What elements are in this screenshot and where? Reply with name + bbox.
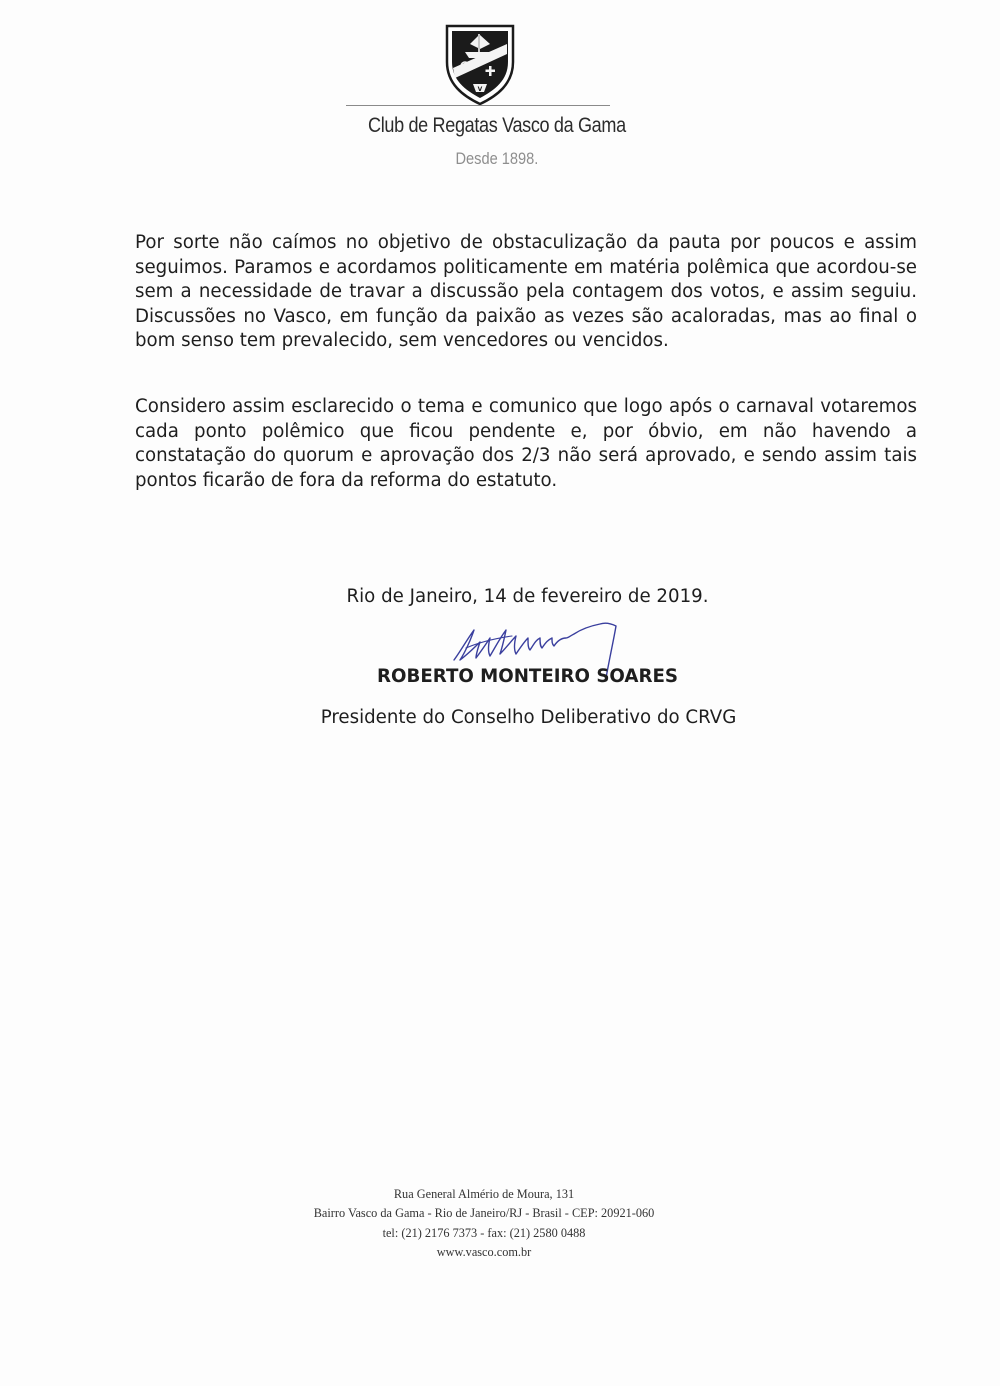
footer-address-line1: Rua General Almério de Moura, 131: [393, 1187, 575, 1201]
footer-address-line2: Bairro Vasco da Gama - Rio de Janeiro/RJ - Brasil - CEP: 20921-060: [313, 1206, 655, 1221]
signer-role: Presidente do Conselho Deliberativo do CRVG: [320, 707, 737, 728]
date-line: Rio de Janeiro, 14 de fevereiro de 2019.: [346, 586, 709, 607]
footer-address-block: [0, 1185, 968, 1262]
signer-name: ROBERTO MONTEIRO SOARES: [377, 666, 678, 687]
footer-phone-line: tel: (21) 2176 7373 - fax: (21) 2580 0488: [382, 1225, 586, 1240]
header-divider: [346, 105, 610, 106]
club-since: Desde 1898.: [455, 149, 539, 168]
body-paragraph-2: Considero assim esclarecido o tema e comunico que logo após o carnaval votaremos cada ponto polêmico que ficou pendente e, por óbvio, em não havendo a constatação do quorum e aprovação dos 2/3 não será aprovado, e sendo assim tais pontos ficarão de fora da reforma do estatuto.: [135, 396, 917, 491]
club-name: Club de Regatas Vasco da Gama: [368, 114, 626, 137]
svg-text:V: V: [477, 86, 483, 93]
body-paragraph-1: Por sorte não caímos no objetivo de obstaculização da pauta por poucos e assim seguimos. Paramos e acordamos politicamente em matéria polêmica que acordou-se sem a necessidade de travar a discussão pela contagem dos votos, e assim seguiu. Discussões no Vasco, em função da paixão as vezes são acaloradas, mas ao final o bom senso tem prevalecido, sem vencedores ou vencidos.: [135, 232, 917, 352]
footer-website: www.vasco.com.br: [436, 1244, 532, 1259]
club-crest-logo: [443, 22, 517, 106]
